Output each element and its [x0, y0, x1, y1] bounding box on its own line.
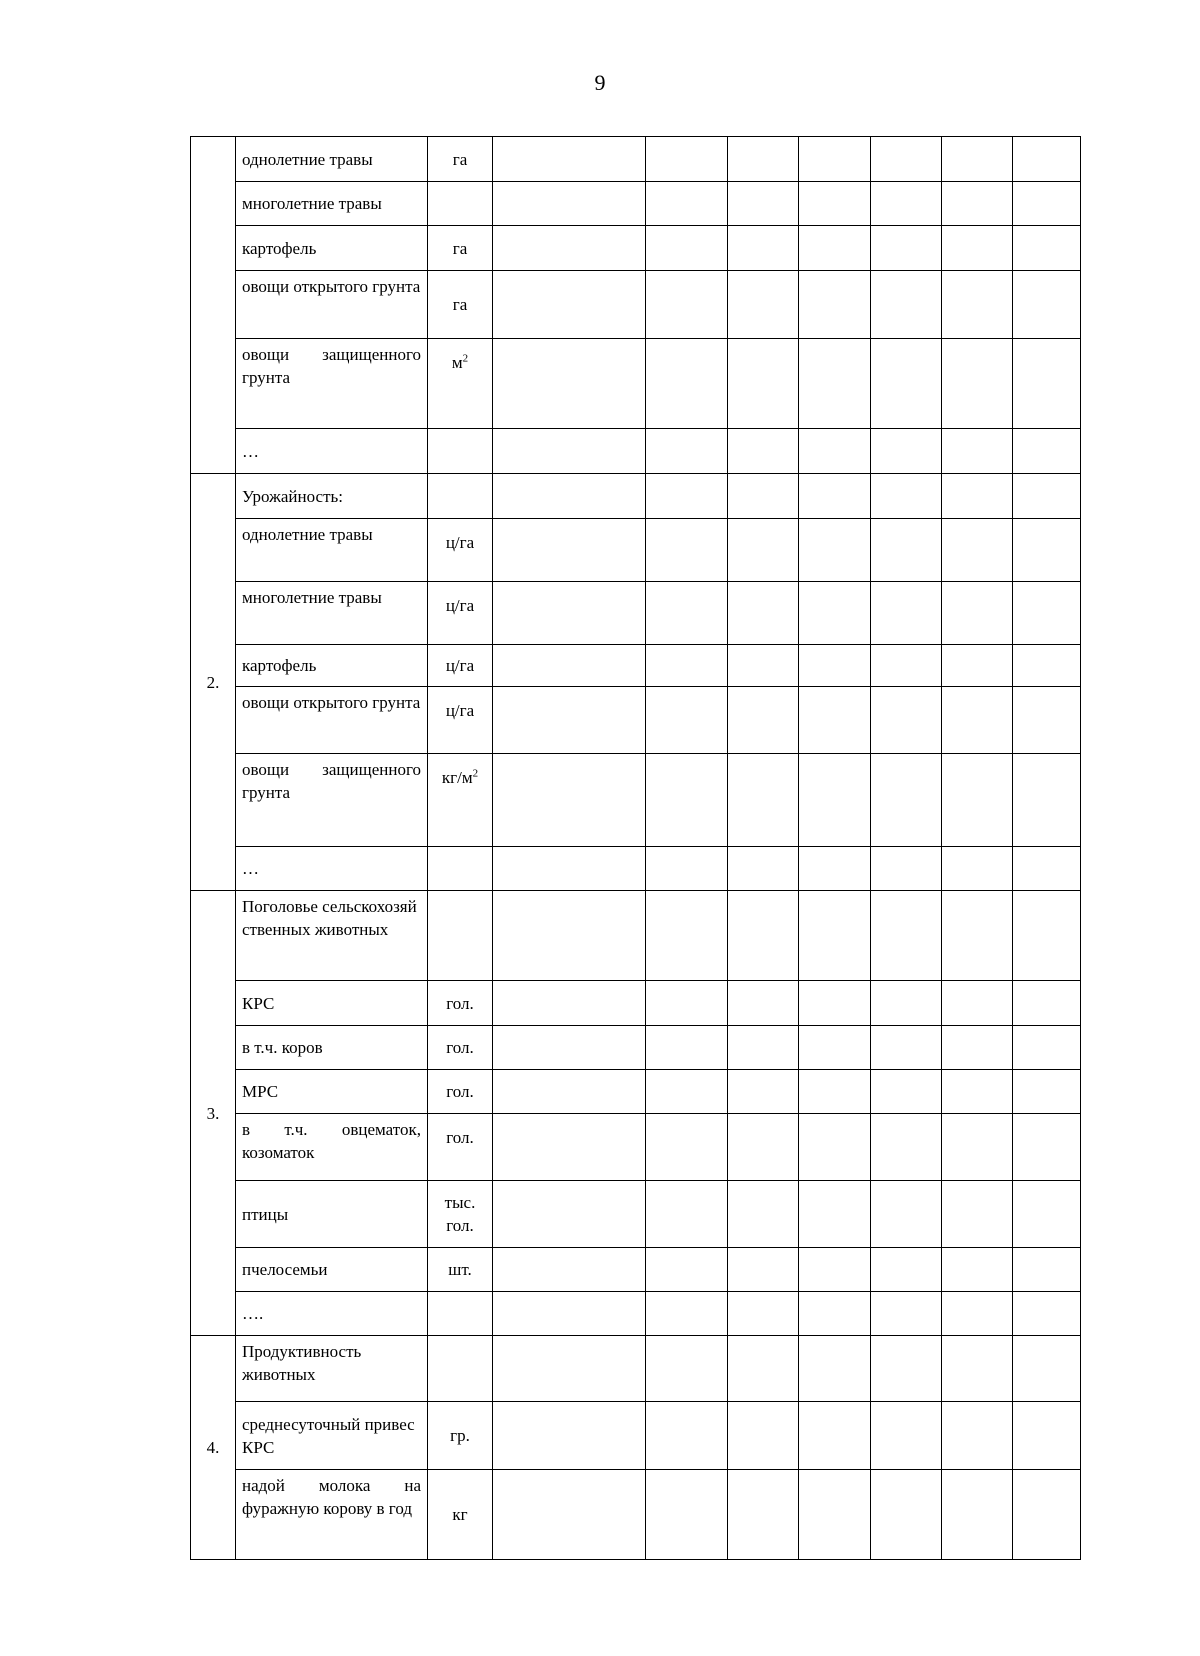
value-cell — [871, 339, 942, 429]
value-cell — [799, 474, 871, 519]
unit-cell: шт. — [428, 1248, 493, 1292]
value-cell — [646, 891, 728, 981]
value-cell — [1013, 1070, 1081, 1114]
unit-cell: тыс. гол. — [428, 1181, 493, 1248]
value-cell — [646, 645, 728, 687]
value-cell — [646, 1070, 728, 1114]
value-cell — [942, 182, 1013, 226]
value-cell — [799, 271, 871, 339]
value-cell — [646, 847, 728, 891]
value-cell — [493, 645, 646, 687]
table-row — [191, 754, 1081, 847]
value-cell — [799, 1292, 871, 1336]
value-cell — [1013, 1248, 1081, 1292]
value-cell — [728, 1114, 799, 1181]
indicator-name: надой молока на фуражную корову в год — [236, 1470, 428, 1560]
indicator-name: овощи защищенного грунта — [236, 754, 428, 847]
unit-cell: ц/га — [428, 519, 493, 582]
value-cell — [942, 1026, 1013, 1070]
value-cell — [871, 1181, 942, 1248]
value-cell — [728, 582, 799, 645]
unit-cell: ц/га — [428, 582, 493, 645]
indicator-name: овощи открытого грунта — [236, 687, 428, 754]
value-cell — [646, 1114, 728, 1181]
value-cell — [1013, 474, 1081, 519]
unit-superscript: 2 — [472, 767, 479, 780]
value-cell — [728, 429, 799, 474]
value-cell — [799, 519, 871, 582]
table-row — [191, 1292, 1081, 1336]
value-cell — [942, 1248, 1013, 1292]
value-cell — [728, 687, 799, 754]
table-row — [191, 645, 1081, 687]
indicator-name: …. — [236, 1292, 428, 1336]
value-cell — [1013, 339, 1081, 429]
value-cell — [1013, 891, 1081, 981]
unit-cell: ц/га — [428, 687, 493, 754]
value-cell — [728, 1026, 799, 1070]
indicator-name: птицы — [236, 1181, 428, 1248]
table-row — [191, 474, 1081, 519]
indicator-name: МРС — [236, 1070, 428, 1114]
value-cell — [493, 1248, 646, 1292]
table-row — [191, 271, 1081, 339]
value-cell — [1013, 1402, 1081, 1470]
value-cell — [493, 226, 646, 271]
value-cell — [646, 182, 728, 226]
indicator-name: в т.ч. овцематок, козоматок — [236, 1114, 428, 1181]
value-cell — [871, 1470, 942, 1560]
value-cell — [942, 582, 1013, 645]
value-cell — [728, 1470, 799, 1560]
value-cell — [728, 1181, 799, 1248]
value-cell — [871, 271, 942, 339]
row-number-cell — [191, 137, 236, 474]
value-cell — [646, 1336, 728, 1402]
unit-cell — [428, 754, 493, 847]
value-cell — [799, 339, 871, 429]
value-cell — [799, 1070, 871, 1114]
value-cell — [942, 645, 1013, 687]
value-cell — [1013, 847, 1081, 891]
value-cell — [728, 1070, 799, 1114]
table-row — [191, 891, 1081, 981]
value-cell — [493, 1114, 646, 1181]
table-row — [191, 1070, 1081, 1114]
unit-cell: гр. — [428, 1402, 493, 1470]
value-cell — [1013, 429, 1081, 474]
value-cell — [799, 429, 871, 474]
value-cell — [942, 687, 1013, 754]
unit-cell — [428, 474, 493, 519]
value-cell — [493, 182, 646, 226]
value-cell — [1013, 137, 1081, 182]
unit-cell: га — [428, 137, 493, 182]
indicator-name: многолетние травы — [236, 582, 428, 645]
value-cell — [942, 271, 1013, 339]
value-cell — [799, 1336, 871, 1402]
value-cell — [646, 1248, 728, 1292]
value-cell — [493, 137, 646, 182]
value-cell — [1013, 582, 1081, 645]
value-cell — [871, 754, 942, 847]
value-cell — [1013, 1181, 1081, 1248]
row-number-cell: 4. — [191, 1336, 236, 1560]
indicator-name: среднесуточный привес КРС — [236, 1402, 428, 1470]
value-cell — [493, 582, 646, 645]
value-cell — [728, 271, 799, 339]
value-cell — [799, 847, 871, 891]
value-cell — [942, 1292, 1013, 1336]
indicator-name: Поголовье сельскохозяйственных животных — [236, 891, 428, 981]
value-cell — [493, 1336, 646, 1402]
unit-cell — [428, 1336, 493, 1402]
unit-cell — [428, 1292, 493, 1336]
value-cell — [728, 981, 799, 1026]
value-cell — [799, 1248, 871, 1292]
value-cell — [728, 1402, 799, 1470]
value-cell — [1013, 271, 1081, 339]
table-row — [191, 226, 1081, 271]
value-cell — [942, 1336, 1013, 1402]
value-cell — [871, 1070, 942, 1114]
value-cell — [799, 1470, 871, 1560]
value-cell — [493, 754, 646, 847]
table-row — [191, 582, 1081, 645]
unit-cell — [428, 182, 493, 226]
value-cell — [1013, 1336, 1081, 1402]
value-cell — [493, 519, 646, 582]
value-cell — [799, 582, 871, 645]
value-cell — [1013, 182, 1081, 226]
value-cell — [646, 981, 728, 1026]
unit-cell: га — [428, 226, 493, 271]
value-cell — [493, 1026, 646, 1070]
value-cell — [871, 1248, 942, 1292]
value-cell — [942, 1402, 1013, 1470]
value-cell — [728, 1292, 799, 1336]
unit-cell: га — [428, 271, 493, 339]
value-cell — [871, 429, 942, 474]
value-cell — [728, 137, 799, 182]
unit-cell — [428, 847, 493, 891]
value-cell — [871, 182, 942, 226]
value-cell — [646, 474, 728, 519]
table-row — [191, 1181, 1081, 1248]
value-cell — [799, 1402, 871, 1470]
value-cell — [493, 1402, 646, 1470]
unit-cell: ц/га — [428, 645, 493, 687]
value-cell — [493, 687, 646, 754]
indicator-name: пчелосемьи — [236, 1248, 428, 1292]
unit-cell: гол. — [428, 1114, 493, 1181]
value-cell — [646, 1026, 728, 1070]
unit-base: м — [451, 353, 463, 372]
table-row — [191, 687, 1081, 754]
value-cell — [871, 1292, 942, 1336]
value-cell — [646, 687, 728, 754]
indicator-name: овощи защищенного грунта — [236, 339, 428, 429]
value-cell — [871, 645, 942, 687]
value-cell — [728, 474, 799, 519]
value-cell — [799, 226, 871, 271]
value-cell — [942, 754, 1013, 847]
table-row — [191, 1026, 1081, 1070]
value-cell — [646, 582, 728, 645]
value-cell — [871, 1026, 942, 1070]
value-cell — [871, 582, 942, 645]
table-row — [191, 847, 1081, 891]
value-cell — [646, 754, 728, 847]
value-cell — [1013, 645, 1081, 687]
value-cell — [728, 1336, 799, 1402]
value-cell — [799, 754, 871, 847]
value-cell — [728, 645, 799, 687]
value-cell — [871, 891, 942, 981]
value-cell — [493, 847, 646, 891]
unit-cell — [428, 339, 493, 429]
value-cell — [493, 981, 646, 1026]
value-cell — [1013, 226, 1081, 271]
value-cell — [942, 981, 1013, 1026]
indicator-name: … — [236, 429, 428, 474]
value-cell — [871, 847, 942, 891]
value-cell — [1013, 687, 1081, 754]
value-cell — [871, 1402, 942, 1470]
value-cell — [1013, 981, 1081, 1026]
value-cell — [871, 687, 942, 754]
indicator-name: картофель — [236, 645, 428, 687]
value-cell — [493, 891, 646, 981]
table-row — [191, 1470, 1081, 1560]
table-row — [191, 1114, 1081, 1181]
value-cell — [646, 1470, 728, 1560]
indicator-name: однолетние травы — [236, 137, 428, 182]
value-cell — [646, 429, 728, 474]
table-row — [191, 981, 1081, 1026]
row-number-cell: 2. — [191, 474, 236, 891]
value-cell — [799, 981, 871, 1026]
indicator-name: овощи открытого грунта — [236, 271, 428, 339]
value-cell — [493, 1470, 646, 1560]
indicator-name: многолетние травы — [236, 182, 428, 226]
value-cell — [728, 226, 799, 271]
value-cell — [493, 1181, 646, 1248]
value-cell — [942, 847, 1013, 891]
value-cell — [646, 339, 728, 429]
value-cell — [493, 339, 646, 429]
value-cell — [942, 474, 1013, 519]
value-cell — [942, 1114, 1013, 1181]
indicators-table — [190, 136, 1081, 1560]
value-cell — [871, 137, 942, 182]
value-cell — [942, 429, 1013, 474]
unit-base: кг/м — [441, 768, 473, 787]
unit-cell — [428, 429, 493, 474]
value-cell — [646, 226, 728, 271]
indicator-name: … — [236, 847, 428, 891]
indicator-name: в т.ч. коров — [236, 1026, 428, 1070]
unit-cell: гол. — [428, 1070, 493, 1114]
table-row — [191, 1402, 1081, 1470]
indicator-name: Урожайность: — [236, 474, 428, 519]
row-number-cell: 3. — [191, 891, 236, 1336]
value-cell — [646, 1402, 728, 1470]
table-row — [191, 429, 1081, 474]
value-cell — [871, 519, 942, 582]
value-cell — [1013, 1114, 1081, 1181]
table-row — [191, 1248, 1081, 1292]
value-cell — [1013, 1292, 1081, 1336]
indicator-name: картофель — [236, 226, 428, 271]
table-row — [191, 182, 1081, 226]
value-cell — [728, 891, 799, 981]
value-cell — [799, 645, 871, 687]
table-row — [191, 137, 1081, 182]
value-cell — [799, 137, 871, 182]
value-cell — [871, 1336, 942, 1402]
value-cell — [493, 1292, 646, 1336]
value-cell — [942, 339, 1013, 429]
value-cell — [799, 1026, 871, 1070]
value-cell — [728, 847, 799, 891]
table-row — [191, 339, 1081, 429]
value-cell — [871, 1114, 942, 1181]
value-cell — [493, 474, 646, 519]
value-cell — [493, 271, 646, 339]
value-cell — [799, 1181, 871, 1248]
value-cell — [871, 226, 942, 271]
value-cell — [942, 519, 1013, 582]
value-cell — [942, 1470, 1013, 1560]
table-row — [191, 519, 1081, 582]
unit-cell — [428, 891, 493, 981]
value-cell — [646, 1292, 728, 1336]
value-cell — [728, 519, 799, 582]
value-cell — [942, 1181, 1013, 1248]
value-cell — [799, 182, 871, 226]
value-cell — [728, 339, 799, 429]
value-cell — [728, 754, 799, 847]
unit-superscript: 2 — [462, 352, 469, 365]
value-cell — [799, 687, 871, 754]
value-cell — [646, 137, 728, 182]
value-cell — [942, 1070, 1013, 1114]
value-cell — [728, 1248, 799, 1292]
value-cell — [942, 226, 1013, 271]
indicator-name: Продуктивность животных — [236, 1336, 428, 1402]
value-cell — [493, 1070, 646, 1114]
value-cell — [646, 271, 728, 339]
value-cell — [646, 519, 728, 582]
page-number: 9 — [594, 70, 606, 95]
value-cell — [871, 981, 942, 1026]
indicator-name: КРС — [236, 981, 428, 1026]
value-cell — [871, 474, 942, 519]
indicator-name: однолетние травы — [236, 519, 428, 582]
value-cell — [942, 137, 1013, 182]
value-cell — [799, 891, 871, 981]
value-cell — [942, 891, 1013, 981]
value-cell — [1013, 519, 1081, 582]
unit-cell: гол. — [428, 981, 493, 1026]
value-cell — [799, 1114, 871, 1181]
value-cell — [646, 1181, 728, 1248]
unit-cell: кг — [428, 1470, 493, 1560]
unit-cell: гол. — [428, 1026, 493, 1070]
table-row — [191, 1336, 1081, 1402]
value-cell — [493, 429, 646, 474]
value-cell — [1013, 1470, 1081, 1560]
value-cell — [1013, 1026, 1081, 1070]
value-cell — [1013, 754, 1081, 847]
value-cell — [728, 182, 799, 226]
